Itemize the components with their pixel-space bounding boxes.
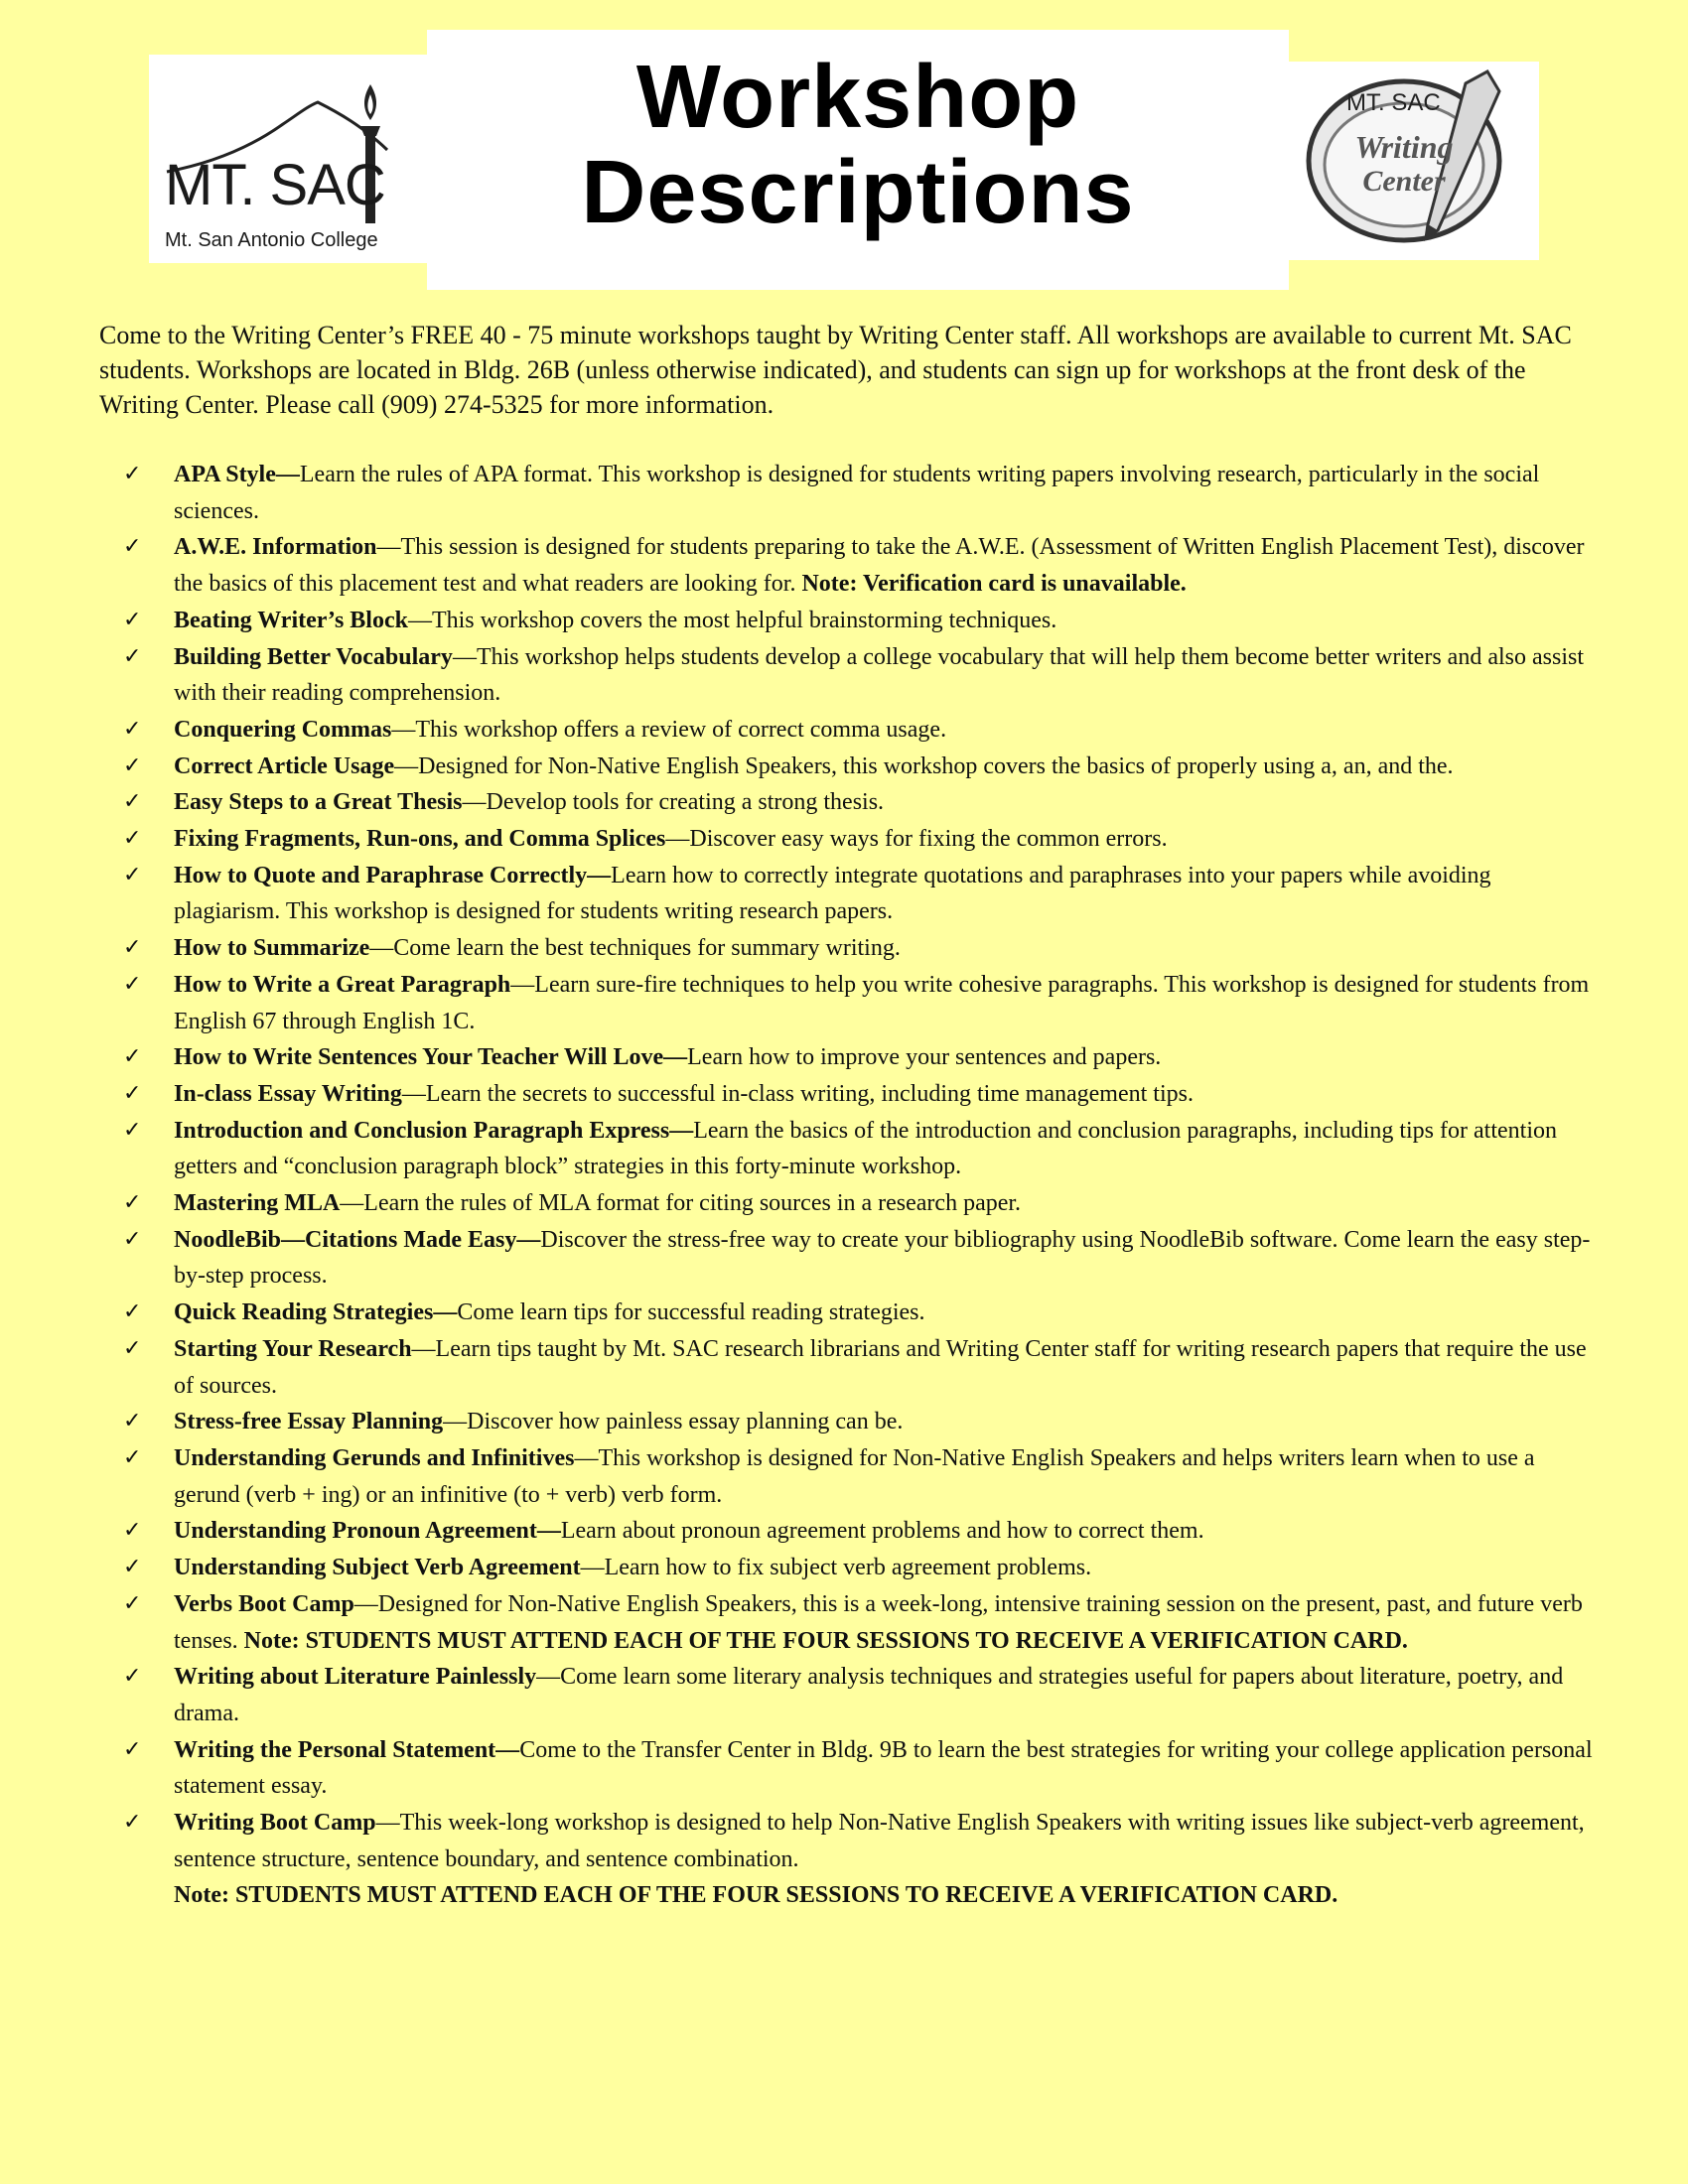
workshop-description: —Come learn the best techniques for summary writing. — [369, 935, 901, 962]
workshop-item — [0, 1732, 1594, 1805]
check-icon: ✓ — [123, 716, 142, 742]
check-icon: ✓ — [123, 1080, 142, 1106]
workshop-description: —Come learn some literary analysis techniques and strategies useful for papers about literature, poetry, and drama. — [174, 1664, 1564, 1726]
workshop-name: Introduction and Conclusion Paragraph Express— — [174, 1117, 694, 1144]
workshop-description: Learn the basics of the introduction and conclusion paragraphs, including tips for attention getters and “conclusion paragraph block” strategies in this forty-minute workshop. — [174, 1117, 1557, 1180]
workshop-name: How to Quote and Paraphrase Correctly— — [174, 862, 612, 888]
workshop-name: Easy Steps to a Great Thesis — [174, 789, 463, 816]
check-icon: ✓ — [123, 1518, 142, 1544]
workshop-name: Conquering Commas — [174, 716, 392, 743]
workshop-description: —This workshop helps students develop a college vocabulary that will help them become better writers and also assist with their reading comprehension. — [174, 643, 1584, 707]
check-icon: ✓ — [123, 1226, 142, 1252]
check-icon: ✓ — [123, 826, 142, 852]
workshop-name: In-class Essay Writing — [174, 1080, 402, 1107]
writing-center-logo-top: MT. SAC — [1346, 89, 1441, 116]
workshop-item — [0, 1331, 1594, 1404]
check-icon: ✓ — [123, 1736, 142, 1762]
workshop-item — [0, 784, 1594, 821]
check-icon: ✓ — [123, 1664, 142, 1690]
check-icon: ✓ — [123, 1299, 142, 1325]
workshop-description: —Designed for Non-Native English Speakers, this workshop covers the basics of properly using a, an, and the. — [394, 752, 1454, 779]
workshop-item — [0, 749, 1594, 785]
workshop-name: Writing about Literature Painlessly — [174, 1664, 537, 1691]
workshop-description: —Learn how to fix subject verb agreement problems. — [580, 1555, 1092, 1581]
workshop-description: —This week-long workshop is designed to help Non-Native English Speakers with writing issues like subject-verb agreement, sentence structure, sentence boundary, and sentence combination. — [174, 1810, 1585, 1872]
workshop-description: —This workshop offers a review of correct comma usage. — [391, 716, 947, 743]
workshop-item — [0, 603, 1594, 639]
page-title — [427, 30, 1289, 290]
workshop-description: —Discover how painless essay planning can be. — [443, 1409, 904, 1435]
workshop-description: Learn about pronoun agreement problems and how to correct them. — [560, 1518, 1204, 1545]
check-icon: ✓ — [123, 643, 142, 669]
workshop-description: Learn how to improve your sentences and papers. — [687, 1044, 1162, 1071]
check-icon: ✓ — [123, 1444, 142, 1470]
check-icon: ✓ — [123, 462, 142, 486]
workshop-name: Beating Writer’s Block — [174, 607, 408, 633]
workshop-name: Writing Boot Camp — [174, 1810, 376, 1837]
workshop-description: Learn the rules of APA format. This workshop is designed for students writing papers involving research, particularly in the social sciences. — [174, 462, 1540, 524]
workshop-name: Correct Article Usage — [174, 752, 395, 779]
workshop-description: —Discover easy ways for fixing the common errors. — [665, 826, 1168, 853]
check-icon: ✓ — [123, 752, 142, 778]
workshop-description: —This workshop is designed for Non-Native English Speakers and helps writers learn when to use a gerund (verb + ing) or an infinitive (to + verb) verb form. — [174, 1444, 1535, 1508]
workshop-name: Writing the Personal Statement— — [174, 1736, 520, 1763]
check-icon: ✓ — [123, 1044, 142, 1070]
writing-center-logo-mid: Writing — [1354, 129, 1454, 165]
workshop-item — [0, 1805, 1594, 1877]
workshop-item — [0, 1513, 1594, 1550]
workshop-name: Stress-free Essay Planning — [174, 1409, 444, 1435]
workshop-name: Understanding Subject Verb Agreement — [174, 1555, 581, 1581]
workshop-description: —Learn sure-fire techniques to help you write cohesive paragraphs. This workshop is designed for students from English 67 through English 1C. — [174, 971, 1590, 1034]
workshop-description: Discover the stress-free way to create your bibliography using NoodleBib software. Come learn the easy step-by-step process. — [174, 1226, 1591, 1290]
intro-paragraph: Come to the Writing Center’s FREE 40 - 75 minute workshops taught by Writing Center staff. All workshops are available to current Mt. SAC students. Workshops are located in Bldg. 26B (unless otherwise indicated), and students can sign up for workshops at the front desk of the Writing Center. Please call (909) 274-5325 for more information. — [99, 321, 1572, 419]
workshop-item — [0, 1113, 1594, 1185]
workshop-list — [0, 457, 1688, 1914]
workshop-item — [0, 821, 1594, 858]
final-note: Note: STUDENTS MUST ATTEND EACH OF THE FOUR SESSIONS TO RECEIVE A VERIFICATION CARD. — [174, 1882, 1338, 1909]
check-icon: ✓ — [123, 1335, 142, 1361]
page-title-line1: Workshop — [635, 48, 1080, 147]
workshop-item — [0, 1659, 1594, 1731]
check-icon: ✓ — [123, 1590, 142, 1616]
workshop-item — [0, 1440, 1594, 1513]
workshop-item — [0, 1039, 1594, 1076]
workshop-name: How to Write a Great Paragraph — [174, 971, 511, 998]
workshop-description: —Learn the secrets to successful in-class writing, including time management tips. — [401, 1080, 1194, 1107]
workshop-item — [0, 639, 1594, 712]
check-icon: ✓ — [123, 862, 142, 887]
workshop-name: How to Write Sentences Your Teacher Will Love— — [174, 1044, 688, 1071]
workshop-item — [0, 1404, 1594, 1440]
workshop-item — [0, 1222, 1594, 1295]
workshop-note: Note: Verification card is unavailable. — [801, 571, 1187, 598]
workshop-name: Mastering MLA — [174, 1190, 341, 1217]
workshop-name: How to Summarize — [174, 935, 370, 962]
workshop-item — [0, 529, 1594, 602]
workshop-name: A.W.E. Information — [174, 534, 377, 561]
workshop-item — [0, 1586, 1594, 1659]
workshop-name: APA Style— — [174, 462, 300, 487]
workshop-item — [0, 712, 1594, 749]
workshop-name: Understanding Pronoun Agreement— — [174, 1518, 561, 1545]
workshop-item — [0, 930, 1594, 967]
check-icon: ✓ — [123, 534, 142, 560]
workshop-description: —Designed for Non-Native English Speakers, this is a week-long, intensive training session on the present, past, and future verb tenses. — [174, 1590, 1583, 1654]
workshop-name: Quick Reading Strategies— — [174, 1299, 458, 1326]
check-icon: ✓ — [123, 935, 142, 961]
workshop-name: Building Better Vocabulary — [174, 643, 453, 670]
page-header — [0, 0, 1688, 298]
mtsac-logo-text: MT. SAC — [165, 153, 385, 217]
workshop-name: NoodleBib—Citations Made Easy— — [174, 1226, 541, 1253]
check-icon: ✓ — [123, 1810, 142, 1836]
check-icon: ✓ — [123, 789, 142, 815]
workshop-description: —This session is designed for students preparing to take the A.W.E. (Assessment of Written English Placement Test), discover the basics of this placement test and what readers are looking for. — [174, 534, 1585, 598]
workshop-item — [0, 1185, 1594, 1222]
workshop-description: Come learn tips for successful reading strategies. — [457, 1299, 925, 1326]
workshop-name: Starting Your Research — [174, 1335, 412, 1362]
workshop-name: Fixing Fragments, Run-ons, and Comma Splices — [174, 826, 666, 853]
check-icon: ✓ — [123, 1409, 142, 1434]
workshop-item — [0, 858, 1594, 930]
writing-center-logo-bottom: Center — [1362, 165, 1446, 198]
workshop-description: Come to the Transfer Center in Bldg. 9B to learn the best strategies for writing your college application personal statement essay. — [174, 1736, 1593, 1800]
writing-center-logo — [1289, 62, 1539, 260]
check-icon: ✓ — [123, 1190, 142, 1216]
workshop-description: —Learn the rules of MLA format for citing sources in a research paper. — [340, 1190, 1022, 1217]
mtsac-logo-subtitle: Mt. San Antonio College — [165, 229, 378, 251]
workshop-note: Note: STUDENTS MUST ATTEND EACH OF THE FOUR SESSIONS TO RECEIVE A VERIFICATION CARD. — [243, 1627, 1408, 1654]
workshop-item — [0, 457, 1594, 529]
workshop-description: —This workshop covers the most helpful brainstorming techniques. — [407, 607, 1057, 633]
page-title-line2: Descriptions — [581, 143, 1135, 242]
check-icon: ✓ — [123, 1117, 142, 1143]
check-icon: ✓ — [123, 971, 142, 997]
workshop-name: Understanding Gerunds and Infinitives — [174, 1444, 575, 1471]
workshop-item — [0, 1295, 1594, 1331]
check-icon: ✓ — [123, 1555, 142, 1580]
workshop-item — [0, 1550, 1594, 1586]
mtsac-logo — [149, 55, 427, 263]
workshop-description: —Learn tips taught by Mt. SAC research librarians and Writing Center staff for writing research papers that require the use of sources. — [174, 1335, 1587, 1399]
workshop-item — [0, 967, 1594, 1039]
workshop-item — [0, 1076, 1594, 1113]
check-icon: ✓ — [123, 607, 142, 632]
workshop-name: Verbs Boot Camp — [174, 1590, 354, 1617]
workshop-description: —Develop tools for creating a strong thesis. — [462, 789, 885, 816]
workshop-description: Learn how to correctly integrate quotations and paraphrases into your papers while avoiding plagiarism. This workshop is designed for students writing research papers. — [174, 862, 1491, 925]
